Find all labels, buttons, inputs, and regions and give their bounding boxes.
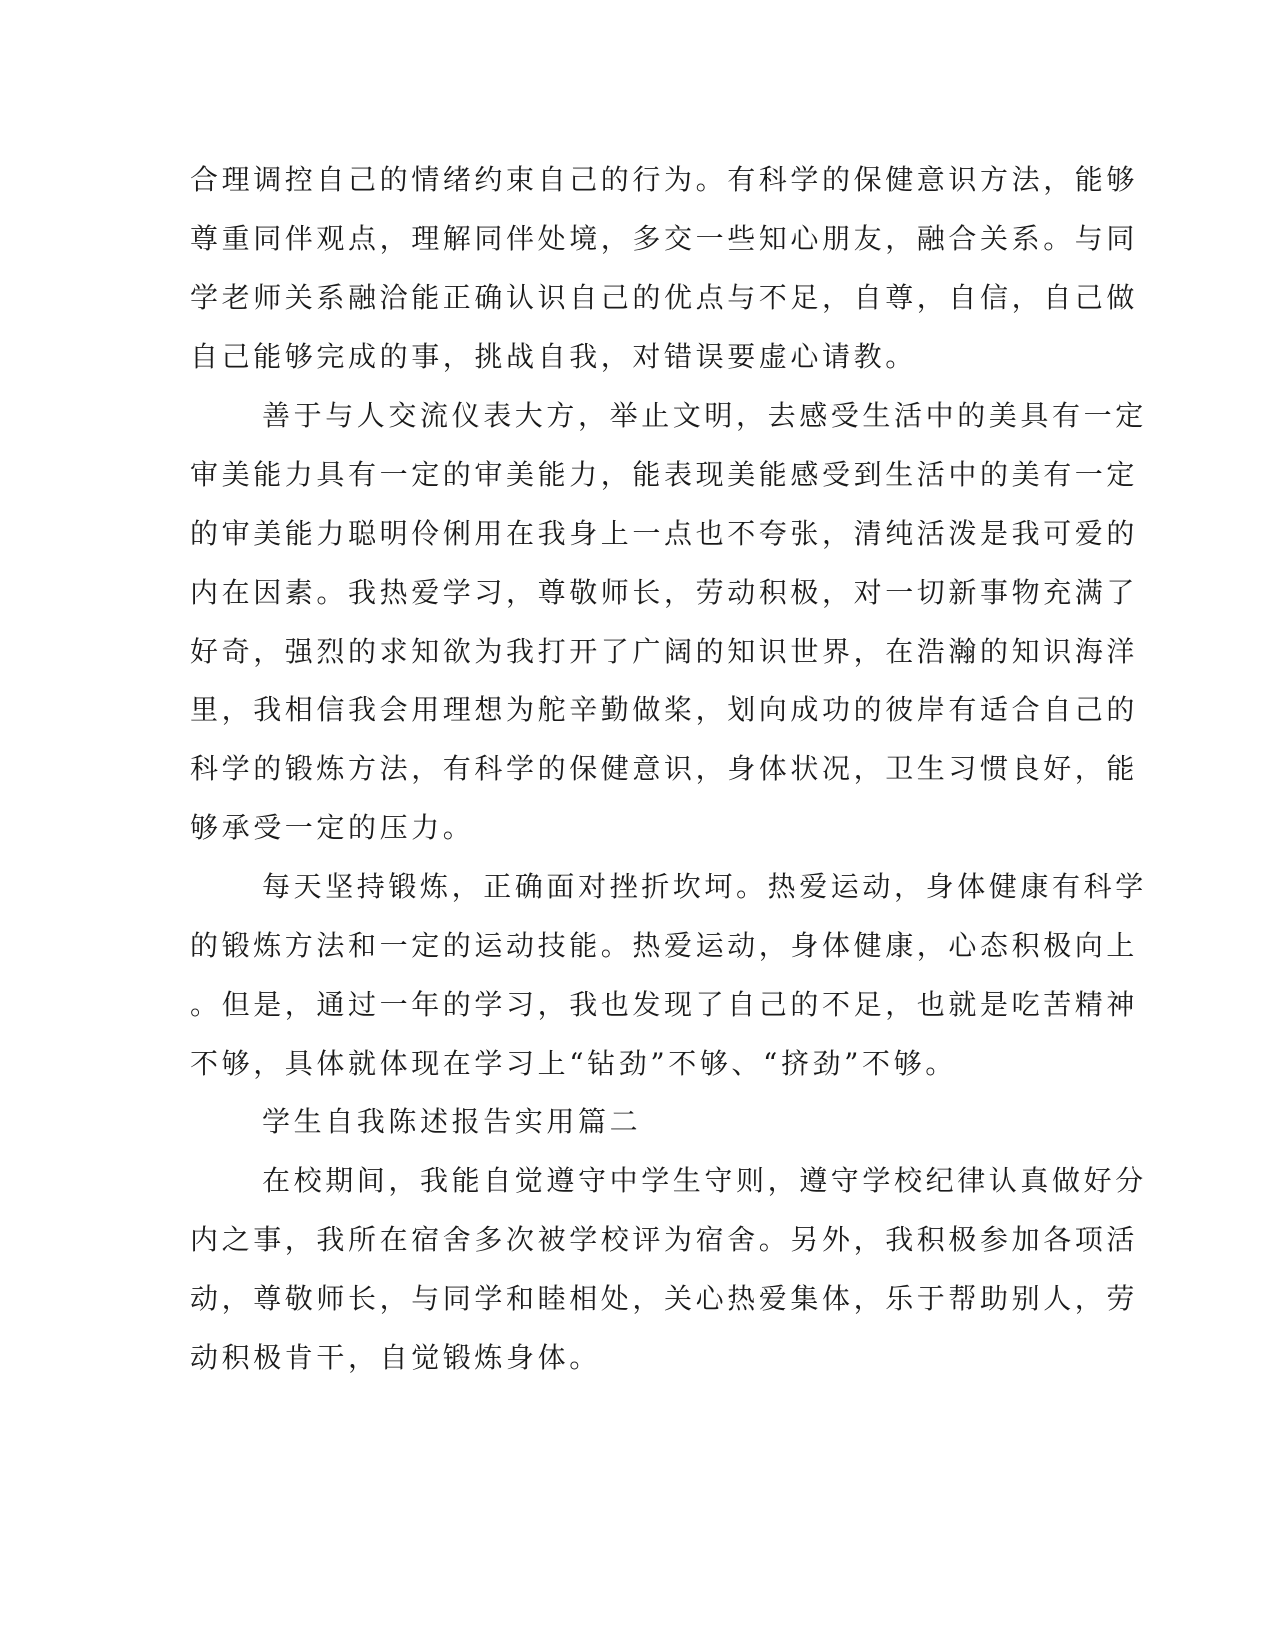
- body-line: 的审美能力聪明伶俐用在我身上一点也不夸张，清纯活泼是我可爱的: [190, 517, 1139, 550]
- body-line: 内之事，我所在宿舍多次被学校评为宿舍。另外，我积极参加各项活: [190, 1223, 1139, 1256]
- body-line: 的锻炼方法和一定的运动技能。热爱运动，身体健康，心态积极向上: [190, 929, 1139, 962]
- body-line: 尊重同伴观点，理解同伴处境，多交一些知心朋友，融合关系。与同: [190, 222, 1139, 255]
- body-line: 自己能够完成的事，挑战自我，对错误要虚心请教。: [190, 340, 917, 373]
- body-line: 内在因素。我热爱学习，尊敬师长，劳动积极，对一切新事物充满了: [190, 576, 1139, 609]
- body-line: 够承受一定的压力。: [190, 811, 475, 844]
- body-line: 动积极肯干，自觉锻炼身体。: [190, 1341, 601, 1374]
- body-line: 合理调控自己的情绪约束自己的行为。有科学的保健意识方法，能够: [190, 163, 1139, 196]
- paragraph-first-line: 每天坚持锻炼，正确面对挫折坎坷。热爱运动，身体健康有科学: [262, 870, 1147, 903]
- body-line: 不够，具体就体现在学习上“钻劲”不够、“挤劲”不够。: [190, 1047, 957, 1080]
- body-line: 动，尊敬师长，与同学和睦相处，关心热爱集体，乐于帮助别人，劳: [190, 1282, 1139, 1315]
- body-line: 审美能力具有一定的审美能力，能表现美能感受到生活中的美有一定: [190, 458, 1139, 491]
- body-line: 好奇，强烈的求知欲为我打开了广阔的知识世界，在浩瀚的知识海洋: [190, 635, 1139, 668]
- body-line: 学老师关系融洽能正确认识自己的优点与不足，自尊，自信，自己做: [190, 281, 1139, 314]
- paragraph-first-line: 善于与人交流仪表大方，举止文明，去感受生活中的美具有一定: [262, 399, 1147, 432]
- body-line: 。但是，通过一年的学习，我也发现了自己的不足，也就是吃苦精神: [190, 988, 1139, 1021]
- section-heading: 学生自我陈述报告实用篇二: [262, 1105, 642, 1138]
- body-line: 里，我相信我会用理想为舵辛勤做桨，划向成功的彼岸有适合自己的: [190, 693, 1139, 726]
- paragraph-first-line: 在校期间，我能自觉遵守中学生守则，遵守学校纪律认真做好分: [262, 1164, 1147, 1197]
- body-line: 科学的锻炼方法，有科学的保健意识，身体状况，卫生习惯良好，能: [190, 752, 1139, 785]
